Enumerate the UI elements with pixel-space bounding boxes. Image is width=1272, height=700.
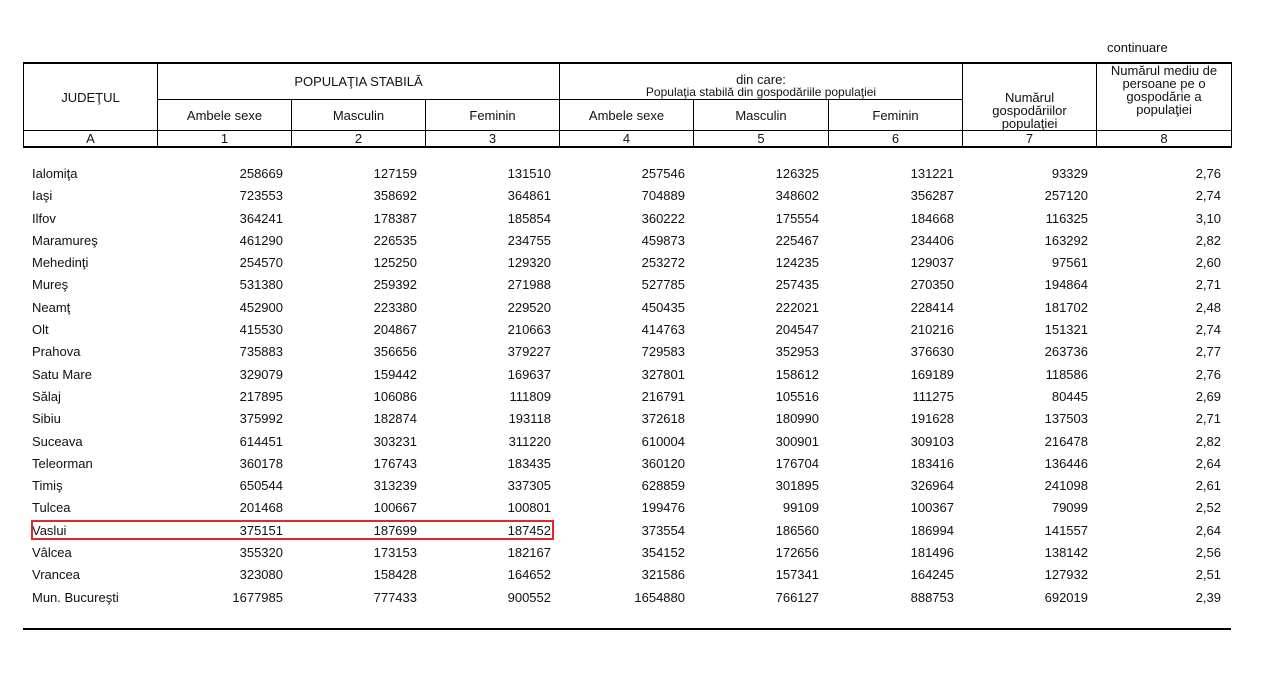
row-value: 184668 bbox=[910, 210, 954, 226]
table-bottom-rule bbox=[23, 628, 1231, 630]
avg-persons-header: Numărul mediu de persoane pe o gospodărie a populaţiei bbox=[1097, 63, 1232, 131]
table-header bbox=[23, 62, 1232, 148]
row-value: 2,52 bbox=[1195, 500, 1221, 516]
row-value: 129037 bbox=[910, 255, 954, 271]
row-value: 450435 bbox=[641, 299, 685, 315]
row-value: 459873 bbox=[641, 232, 685, 248]
table-body bbox=[23, 163, 1231, 609]
table-row bbox=[23, 163, 1231, 185]
county-name: Mureş bbox=[32, 277, 69, 293]
row-value: 254570 bbox=[239, 255, 283, 271]
row-value: 176704 bbox=[775, 455, 819, 471]
row-value: 2,61 bbox=[1195, 478, 1221, 494]
row-value: 723553 bbox=[239, 188, 283, 204]
row-value: 364241 bbox=[239, 210, 283, 226]
row-value: 327801 bbox=[641, 366, 685, 382]
row-value: 181496 bbox=[910, 545, 954, 561]
row-value: 187699 bbox=[373, 522, 417, 538]
row-value: 80445 bbox=[1051, 388, 1088, 404]
row-value: 217895 bbox=[239, 388, 283, 404]
row-value: 2,51 bbox=[1195, 567, 1221, 583]
table-row bbox=[23, 475, 1231, 497]
row-value: 178387 bbox=[373, 210, 417, 226]
col-code: 3 bbox=[426, 131, 560, 147]
row-value: 323080 bbox=[239, 567, 283, 583]
row-value: 452900 bbox=[239, 299, 283, 315]
row-value: 186560 bbox=[775, 522, 819, 538]
stable-population-header: POPULAŢIA STABILĂ bbox=[158, 63, 560, 100]
row-value: 777433 bbox=[373, 589, 417, 605]
row-value: 159442 bbox=[373, 366, 417, 382]
county-header: JUDEŢUL bbox=[24, 63, 158, 131]
row-value: 225467 bbox=[775, 232, 819, 248]
row-value: 360222 bbox=[641, 210, 685, 226]
row-value: 158612 bbox=[775, 366, 819, 382]
row-value: 2,71 bbox=[1195, 411, 1221, 427]
row-value: 172656 bbox=[775, 545, 819, 561]
row-value: 900552 bbox=[507, 589, 551, 605]
row-value: 360178 bbox=[239, 455, 283, 471]
county-name: Suceava bbox=[32, 433, 83, 449]
row-value: 356287 bbox=[910, 188, 954, 204]
row-value: 257120 bbox=[1044, 188, 1088, 204]
row-value: 2,82 bbox=[1195, 232, 1221, 248]
row-value: 313239 bbox=[373, 478, 417, 494]
row-value: 181702 bbox=[1044, 299, 1088, 315]
table-row bbox=[23, 364, 1231, 386]
row-value: 234755 bbox=[507, 232, 551, 248]
row-value: 182167 bbox=[507, 545, 551, 561]
row-value: 270350 bbox=[910, 277, 954, 293]
row-value: 610004 bbox=[641, 433, 685, 449]
row-value: 127159 bbox=[373, 166, 417, 181]
row-value: 2,74 bbox=[1195, 188, 1221, 204]
households-population-header: Populaţia stabilă din gospodăriile populaţiei bbox=[560, 86, 963, 100]
row-value: 704889 bbox=[641, 188, 685, 204]
row-value: 116325 bbox=[1045, 210, 1088, 226]
row-value: 373554 bbox=[641, 522, 685, 538]
row-value: 614451 bbox=[239, 433, 283, 449]
row-value: 210663 bbox=[507, 322, 551, 338]
row-value: 355320 bbox=[239, 545, 283, 561]
county-name: Mehedinţi bbox=[32, 255, 89, 271]
row-value: 138142 bbox=[1044, 545, 1088, 561]
row-value: 692019 bbox=[1044, 589, 1088, 605]
row-value: 263736 bbox=[1044, 344, 1088, 360]
table-row bbox=[23, 252, 1231, 274]
row-value: 253272 bbox=[641, 255, 685, 271]
row-value: 124235 bbox=[775, 255, 819, 271]
county-name: Neamţ bbox=[32, 299, 71, 315]
row-value: 228414 bbox=[910, 299, 954, 315]
row-value: 531380 bbox=[239, 277, 283, 293]
county-name: Timiş bbox=[32, 478, 63, 494]
row-value: 204547 bbox=[775, 322, 819, 338]
table-row bbox=[23, 408, 1231, 430]
row-value: 358692 bbox=[373, 188, 417, 204]
county-name: Sălaj bbox=[32, 388, 61, 404]
row-value: 729583 bbox=[641, 344, 685, 360]
row-value: 176743 bbox=[373, 455, 417, 471]
row-value: 766127 bbox=[775, 589, 819, 605]
table-row bbox=[23, 431, 1231, 453]
row-value: 241098 bbox=[1044, 478, 1088, 494]
row-value: 257435 bbox=[775, 277, 819, 293]
row-value: 271988 bbox=[507, 277, 551, 293]
county-name: Teleorman bbox=[32, 455, 93, 471]
table-row bbox=[23, 274, 1231, 296]
row-value: 226535 bbox=[373, 232, 417, 248]
row-value: 157341 bbox=[775, 567, 819, 583]
row-value: 2,56 bbox=[1195, 545, 1221, 561]
row-value: 352953 bbox=[775, 344, 819, 360]
row-value: 414763 bbox=[641, 322, 685, 338]
row-value: 136446 bbox=[1044, 455, 1088, 471]
row-value: 372618 bbox=[641, 411, 685, 427]
row-value: 97561 bbox=[1051, 255, 1088, 271]
row-value: 141557 bbox=[1044, 522, 1088, 538]
row-value: 173153 bbox=[373, 545, 417, 561]
col-code: 1 bbox=[158, 131, 292, 147]
row-value: 169637 bbox=[507, 366, 551, 382]
row-value: 216791 bbox=[641, 388, 685, 404]
county-name: Maramureş bbox=[32, 232, 98, 248]
row-value: 100367 bbox=[910, 500, 954, 516]
row-value: 379227 bbox=[507, 344, 551, 360]
row-value: 93329 bbox=[1051, 166, 1088, 181]
row-value: 2,69 bbox=[1195, 388, 1221, 404]
row-value: 131510 bbox=[507, 166, 551, 181]
row-value: 229520 bbox=[507, 299, 551, 315]
female-header: Feminin bbox=[426, 100, 560, 131]
table-row bbox=[23, 564, 1231, 586]
row-value: 201468 bbox=[239, 500, 283, 516]
continuation-note: continuare bbox=[1107, 40, 1168, 55]
row-value: 2,76 bbox=[1195, 166, 1221, 181]
row-value: 118586 bbox=[1045, 366, 1088, 382]
row-value: 111275 bbox=[912, 388, 954, 404]
row-value: 329079 bbox=[239, 366, 283, 382]
county-name: Ialomiţa bbox=[32, 166, 78, 181]
row-value: 2,60 bbox=[1195, 255, 1221, 271]
row-value: 210216 bbox=[910, 322, 954, 338]
col-code: A bbox=[24, 131, 158, 147]
row-value: 735883 bbox=[239, 344, 283, 360]
row-value: 2,64 bbox=[1195, 455, 1221, 471]
households-count-header: Numărul gospodăriilor populaţiei bbox=[963, 63, 1097, 131]
row-value: 105516 bbox=[775, 388, 819, 404]
row-value: 158428 bbox=[373, 567, 417, 583]
highlight-box bbox=[31, 520, 554, 540]
county-name: Vrancea bbox=[32, 567, 80, 583]
county-name: Mun. Bucureşti bbox=[32, 589, 119, 605]
row-value: 137503 bbox=[1044, 411, 1088, 427]
county-name: Satu Mare bbox=[32, 366, 92, 382]
row-value: 199476 bbox=[641, 500, 685, 516]
row-value: 169189 bbox=[910, 366, 954, 382]
table-row bbox=[23, 319, 1231, 341]
row-value: 527785 bbox=[641, 277, 685, 293]
row-value: 360120 bbox=[641, 455, 685, 471]
row-value: 311220 bbox=[508, 433, 551, 449]
table-row bbox=[23, 453, 1231, 475]
county-name: Ilfov bbox=[32, 210, 56, 226]
row-value: 194864 bbox=[1044, 277, 1088, 293]
county-name: Prahova bbox=[32, 344, 81, 360]
row-value: 164245 bbox=[910, 567, 954, 583]
table-row bbox=[23, 587, 1231, 609]
row-value: 164652 bbox=[507, 567, 551, 583]
row-value: 125250 bbox=[373, 255, 417, 271]
row-value: 1677985 bbox=[232, 589, 283, 605]
row-value: 183435 bbox=[507, 455, 551, 471]
row-value: 186994 bbox=[910, 522, 954, 538]
hh-female-header: Feminin bbox=[829, 100, 963, 131]
row-value: 461290 bbox=[239, 232, 283, 248]
row-value: 375151 bbox=[239, 522, 283, 538]
row-value: 106086 bbox=[373, 388, 417, 404]
row-value: 2,64 bbox=[1195, 522, 1221, 538]
row-value: 650544 bbox=[239, 478, 283, 494]
row-value: 2,82 bbox=[1195, 433, 1221, 449]
row-value: 301895 bbox=[775, 478, 819, 494]
row-value: 888753 bbox=[910, 589, 954, 605]
row-value: 183416 bbox=[910, 455, 954, 471]
table-row bbox=[23, 497, 1231, 519]
row-value: 185854 bbox=[507, 210, 551, 226]
row-value: 348602 bbox=[775, 188, 819, 204]
row-value: 191628 bbox=[910, 411, 954, 427]
col-code: 7 bbox=[963, 131, 1097, 147]
row-value: 222021 bbox=[775, 299, 819, 315]
row-value: 129320 bbox=[507, 255, 551, 271]
row-value: 223380 bbox=[373, 299, 417, 315]
row-value: 193118 bbox=[508, 411, 551, 427]
row-value: 2,71 bbox=[1195, 277, 1221, 293]
row-value: 354152 bbox=[641, 545, 685, 561]
table-row bbox=[23, 230, 1231, 252]
row-value: 258669 bbox=[239, 166, 283, 181]
row-value: 326964 bbox=[910, 478, 954, 494]
row-value: 99109 bbox=[782, 500, 819, 516]
row-value: 182874 bbox=[373, 411, 417, 427]
county-name: Iaşi bbox=[32, 188, 53, 204]
row-value: 1654880 bbox=[634, 589, 685, 605]
col-code: 5 bbox=[694, 131, 829, 147]
row-value: 204867 bbox=[373, 322, 417, 338]
row-value: 257546 bbox=[641, 166, 685, 181]
county-name: Sibiu bbox=[32, 411, 61, 427]
row-value: 2,48 bbox=[1195, 299, 1221, 315]
row-value: 180990 bbox=[775, 411, 819, 427]
row-value: 131221 bbox=[910, 166, 954, 181]
row-value: 356656 bbox=[373, 344, 417, 360]
row-value: 364861 bbox=[507, 188, 551, 204]
row-value: 100801 bbox=[507, 500, 551, 516]
table-row bbox=[23, 208, 1231, 230]
row-value: 259392 bbox=[373, 277, 417, 293]
row-value: 2,77 bbox=[1195, 344, 1221, 360]
of-which-header: din care: bbox=[560, 63, 963, 86]
row-value: 337305 bbox=[507, 478, 551, 494]
row-value: 376630 bbox=[910, 344, 954, 360]
county-name: Vaslui bbox=[32, 522, 67, 538]
row-value: 111809 bbox=[509, 388, 551, 404]
row-value: 151321 bbox=[1044, 322, 1088, 338]
hh-male-header: Masculin bbox=[694, 100, 829, 131]
county-name: Vâlcea bbox=[32, 545, 72, 561]
row-value: 2,74 bbox=[1195, 322, 1221, 338]
row-value: 628859 bbox=[641, 478, 685, 494]
row-value: 216478 bbox=[1044, 433, 1088, 449]
row-value: 126325 bbox=[775, 166, 819, 181]
row-value: 163292 bbox=[1044, 232, 1088, 248]
row-value: 175554 bbox=[775, 210, 819, 226]
county-name: Tulcea bbox=[32, 500, 71, 516]
male-header: Masculin bbox=[292, 100, 426, 131]
row-value: 127932 bbox=[1044, 567, 1088, 583]
county-name: Olt bbox=[32, 322, 49, 338]
row-value: 2,76 bbox=[1195, 366, 1221, 382]
row-value: 2,39 bbox=[1195, 589, 1221, 605]
col-code: 4 bbox=[560, 131, 694, 147]
row-value: 303231 bbox=[373, 433, 417, 449]
table-row bbox=[23, 297, 1231, 319]
row-value: 3,10 bbox=[1195, 210, 1221, 226]
col-code: 6 bbox=[829, 131, 963, 147]
row-value: 309103 bbox=[910, 433, 954, 449]
row-value: 79099 bbox=[1051, 500, 1088, 516]
row-value: 300901 bbox=[775, 433, 819, 449]
row-value: 415530 bbox=[239, 322, 283, 338]
row-value: 321586 bbox=[641, 567, 685, 583]
row-value: 100667 bbox=[373, 500, 417, 516]
table-row bbox=[23, 542, 1231, 564]
col-code: 2 bbox=[292, 131, 426, 147]
row-value: 234406 bbox=[910, 232, 954, 248]
table-row bbox=[23, 185, 1231, 207]
col-code: 8 bbox=[1097, 131, 1232, 147]
table-row bbox=[23, 386, 1231, 408]
row-value: 375992 bbox=[239, 411, 283, 427]
both-sexes-header: Ambele sexe bbox=[158, 100, 292, 131]
hh-both-sexes-header: Ambele sexe bbox=[560, 100, 694, 131]
row-value: 187452 bbox=[507, 522, 551, 538]
table-row bbox=[23, 341, 1231, 363]
